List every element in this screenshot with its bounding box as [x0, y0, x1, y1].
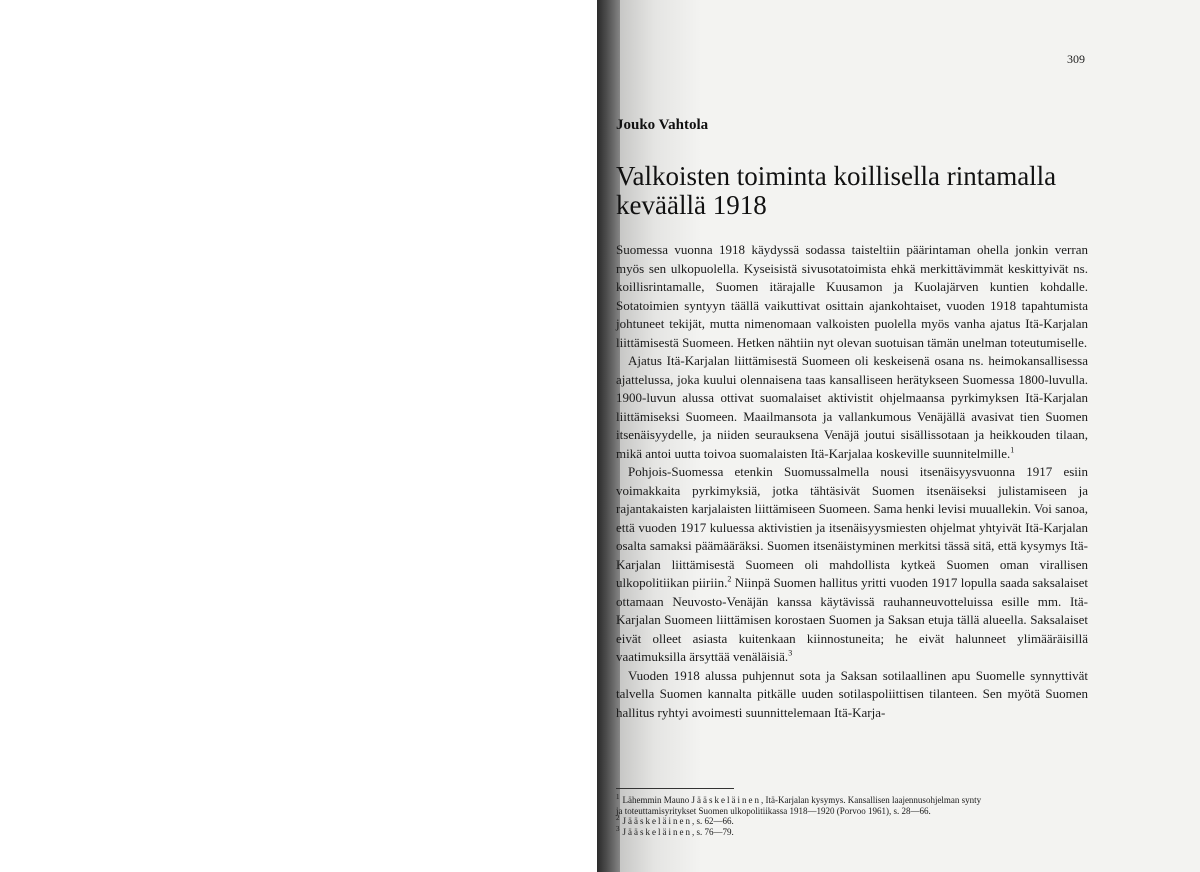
footnote-author: Jääskeläinen	[691, 795, 761, 805]
footnote-author: Jääskeläinen	[622, 826, 692, 837]
paragraph-text: Vuoden 1918 alussa puhjennut sota ja Saksan sotilaallinen apu Suomelle synnyttivät talvella Suomen kannalta pitkälle uuden sotilaspoliittisen tilanteen. Sen myötä Suomen hallitus ryhtyi avoimesti suunnittelemaan Itä-Karja-	[616, 667, 1088, 720]
footnote-1-continuation: ja toteuttamisyritykset Suomen ulkopolitiikassa 1918—1920 (Porvoo 1961), s. 28—66.	[616, 805, 931, 816]
footnote-reference: 3	[788, 648, 793, 658]
article-body	[616, 241, 1088, 722]
footnotes	[616, 795, 1096, 837]
paragraph-text: Suomessa vuonna 1918 käydyssä sodassa taisteltiin päärintaman ohella jonkin verran myös sen ulkopuolella. Kyseisistä sivusotatoimista ehkä merkittävimmät keskittyivät ns. koillisrintamalle, Suomen itärajalle Kuusamon ja Kuolajärven kuntien kohdalle. Sotatoimien syntyyn täällä vaikuttivat osittain ajankohtaiset, vuoden 1918 tapahtumista johtuneet tekijät, mutta nimenomaan valkoisten puolella myös vanha ajatus Itä-Karjalan liittämisestä Suomeen. Hetken nähtiin nyt olevan suotuisan tämän unelman toteutumiselle.	[616, 242, 1088, 350]
left-blank-page	[0, 0, 597, 872]
right-page	[616, 0, 1200, 872]
footnote-text: , s. 62—66.	[691, 816, 734, 826]
page-number: 309	[1067, 52, 1085, 66]
footnote-divider	[616, 788, 734, 789]
paragraph-text: Ajatus Itä-Karjalan liittämisestä Suomeen oli keskeisenä osana ns. heimokansallisessa ajattelussa, joka kuului olennaisena taas kansalliseen herätykseen Suomessa 1800-luvulla. 1900-luvun alussa ottivat suomalaiset aktivistit ohjelmaansa pyrkimyksen Itä-Karjalan liittämiseksi Suomeen. Maailmansota ja vallankumous Venäjällä avasivat tien Suomen itsenäisyydelle, ja niiden seurauksena Venäjä joutui sisällissotaan ja heikkouden tilaan, mikä antoi uutta toivoa suomalaisten Itä-Karjalaa koskeville suunnitelmille.	[616, 353, 1088, 461]
footnote-1	[616, 795, 1096, 806]
footnote-text: , Itä-Karjalan kysymys. Kansallisen laajennusohjelman synty	[760, 795, 982, 805]
paragraph	[616, 241, 1088, 352]
footnote-text: , s. 76—79.	[691, 826, 734, 837]
paragraph	[616, 352, 1088, 463]
footnote-number: 1	[616, 793, 620, 801]
article-title: Valkoisten toiminta koillisella rintamalla keväällä 1918	[616, 161, 1057, 220]
footnote-reference: 2	[727, 574, 732, 584]
footnote-number: 3	[616, 824, 620, 833]
footnote-author: Jääskeläinen	[622, 816, 692, 826]
author-name: Jouko Vahtola	[616, 117, 709, 133]
footnote-reference: 1	[1010, 445, 1015, 455]
footnote-2	[616, 816, 1096, 827]
footnote-3	[616, 824, 1096, 838]
paragraph	[616, 667, 1088, 723]
footnote-text: Lähemmin Mauno	[622, 795, 692, 805]
footnote-number: 2	[616, 814, 620, 822]
paragraph-text: Pohjois-Suomessa etenkin Suomussalmella nousi itsenäisyysvuonna 1917 esiin voimakkaita pyrkimyksiä, jotka tähtäsivät Suomen itsenäiseksi julistamiseen ja rajantakaisten karjalaisten liittämiseen Suomeen. Sama henki levisi muuallekin. Voi sanoa, että vuoden 1917 kuluessa aktivistien ja itsenäisyysmiesten ohjelmat yhtyivät Itä-Karjalan osalta samaksi päämääräksi. Suomen itsenäistyminen merkitsi tässä sitä, että kysymys Itä-Karjalan liittämisestä Suomeen oli mahdollista kytkeä Suomen oman virallisen ulkopolitiikan piiriin.	[616, 464, 1088, 590]
paragraph	[616, 463, 1088, 667]
paragraph-text: Niinpä Suomen hallitus yritti vuoden 1917 lopulla saada saksalaiset ottamaan Neuvosto-Venäjän kanssa käytävissä rauhanneuvotteluissa esille mm. Itä-Karjalan Suomeen liittämisen korostaen Suomen ja Saksan etuja tällä alueella. Saksalaiset eivät olleet asiasta kuitenkaan kiinnostuneita; he eivät halunneet ylimääräisillä vaatimuksilla ärsyttää venäläisiä.	[616, 575, 1089, 664]
